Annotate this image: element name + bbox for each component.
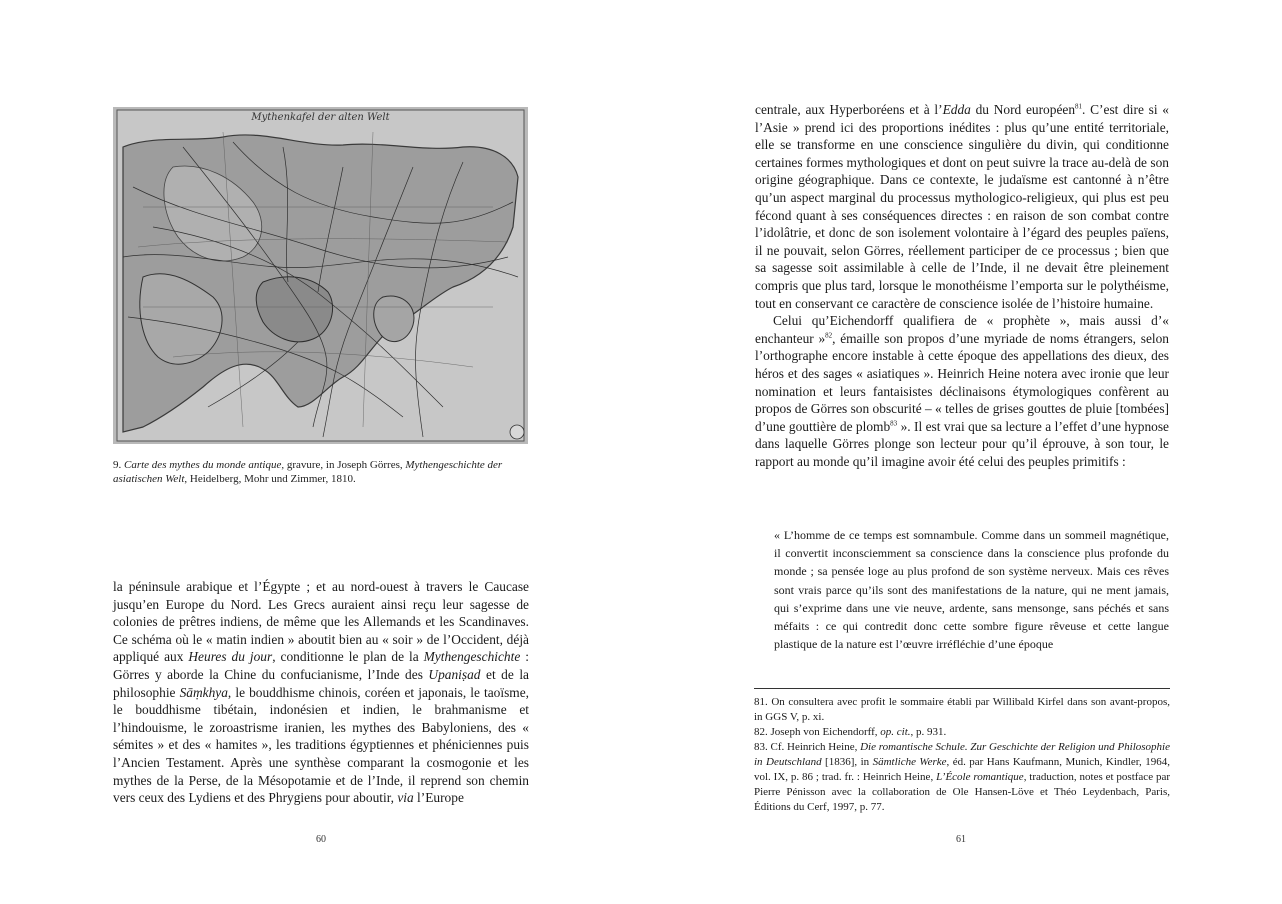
text-run: la péninsule arabique et l’Égypte ; et au nord-ouest à travers le Caucase jusqu’en Europe du Nord. Les Grecs auraient ainsi reçu leur sagesse de colonies de prêtres indiens, de même que les Allemands et les Scandinaves. Ce schéma où le « matin indien » aboutit bien au « soir » de l’Occident, déjà appliqué aux bbox=[113, 579, 529, 665]
italic-run: Edda bbox=[942, 102, 971, 117]
text-run: ». Il est vrai que sa lecture a l’effet d’une hypnose dans laquelle Görres plonge son lecteur pour qu’il éprouve, à son tour, le rapport au monde qu’il imagine avoir été celui des peuples primitifs : bbox=[755, 418, 1169, 469]
text-run: , traduction, notes et postface par Pierre Pénisson avec la collaboration de Ole Hansen-Löve et Théo Leydenbach, Paris, Éditions du Cerf, 1997, p. 77. bbox=[754, 771, 1170, 813]
text-run: 82. Joseph von Eichendorff, bbox=[754, 726, 881, 738]
text-run: du Nord européen bbox=[970, 102, 1076, 117]
italic-run: via bbox=[397, 790, 414, 806]
text-run: , p. 931. bbox=[910, 726, 947, 738]
footnote-rule bbox=[754, 688, 1170, 689]
map-title: Mythenkafel der alten Welt bbox=[251, 112, 390, 123]
italic-run: Heures du jour bbox=[188, 649, 273, 665]
page-number: 61 bbox=[956, 834, 966, 845]
caption-title: Carte des mythes du monde antique, bbox=[124, 459, 285, 471]
italic-run: op. cit. bbox=[880, 726, 911, 738]
footnote-ref-83[interactable]: 83 bbox=[890, 419, 898, 428]
paragraph-2 bbox=[755, 312, 1169, 470]
caption-publication: , Heidelberg, Mohr und Zimmer, 1810. bbox=[184, 472, 356, 485]
text-run: 83. Cf. Heinrich Heine, bbox=[754, 741, 861, 753]
engraved-map-illustration bbox=[113, 107, 528, 444]
block-quote: « L’homme de ce temps est somnambule. Comme dans un sommeil magnétique, il convertit inconsciemment sa conscience dans la conscience plus profonde du monde ; sa pensée loge au plus profond de son système nerveux. Mais ces rêves sont vrais parce qu’ils sont des manifestations de la nature, qui ne ment jamais, qui s’exprime dans une vie neuve, ardente, sans mensonge, sans péchés et sans méfaits : ce qui contredit donc cette sombre figure rêveuse et cette langue plastique de la nature est l’œuvre irréfléchie d’une époque bbox=[774, 528, 1169, 652]
text-run: . C’est dire si « l’Asie » prend ici des proportions inédites : plus qu’une entité territoriale, elle se transforme en une conscience singulière du divin, qui conditionne certaines formes mythologiques et dont on peut suivre la trace au-delà de son origine géographique. Dans ce contexte, le judaïsme est cantonné à n’être qu’un aspect marginal du processus mythologico-religieux, qui plus est peu fécond quant à ses conséquences directes : en raison de son combat contre l’idolâtrie, et donc de son isolement volontaire à l’égard des peuples païens, il ne pouvait, selon Görres, réellement participer de ce processus ; bien que sa sagesse soit assimilable à celle de l’Inde, il ne devait être pleinement compris que plus tard, lorsque le monothéisme l’emporta sur le polythéisme, tout en conservant ce caractère de conscience isolée de l’histoire humaine. bbox=[755, 102, 1170, 311]
caption-work-title: Mythengeschichte der asiatischen Welt bbox=[113, 459, 503, 485]
footnotes bbox=[754, 695, 1170, 815]
text-run: Celui qu’Eichendorff qualifiera de « prophète », mais aussi d’« enchanteur » bbox=[755, 313, 1169, 346]
text-run: , conditionne le plan de la bbox=[272, 649, 424, 665]
page-number: 60 bbox=[316, 834, 326, 845]
paragraph-1 bbox=[755, 101, 1169, 312]
footnote-83 bbox=[754, 740, 1170, 815]
left-body-text bbox=[113, 578, 529, 807]
text-run: l’Europe bbox=[413, 790, 464, 806]
right-page bbox=[641, 0, 1282, 904]
text-run: , le bouddhisme chinois, coréen et japonais, le taoïsme, le bouddhisme tibétain, indonésien et indien, le brahmanisme et l’hindouisme, le zoroastrisme iranien, les mythes des Babyloniens, des « sémites » et des « hamites », les traditions égyptiennes et phéniciennes puis l’Ancien Testament. Après une synthèse comparant la cosmogonie et les mythes de la Perse, de la Mésopotamie et de l’Inde, il reprend son chemin vers ceux des Lydiens et des Phrygiens pour aboutir, bbox=[113, 684, 530, 806]
right-body-text bbox=[755, 101, 1169, 470]
caption-number: 9. bbox=[113, 459, 122, 471]
italic-run: Sāṃkhya bbox=[179, 684, 228, 700]
figure-caption bbox=[113, 459, 531, 486]
text-run: [1836], in bbox=[821, 756, 873, 768]
italic-run: Die romantische Schule. Zur Geschichte der Religion und Philosophie in Deutschland bbox=[754, 741, 1170, 768]
italic-run: Sämtliche Werke bbox=[872, 756, 947, 768]
caption-description: gravure, in Joseph Görres, bbox=[286, 459, 403, 471]
text-run: centrale, aux Hyperboréens et à l’ bbox=[755, 102, 943, 117]
italic-run: Upaniṣad bbox=[428, 666, 481, 682]
italic-run: Mythengeschichte bbox=[423, 649, 521, 665]
text-run: et de la philosophie bbox=[113, 666, 529, 700]
map-drawing bbox=[113, 107, 528, 444]
footnote-ref-82[interactable]: 82 bbox=[825, 331, 833, 340]
text-run: , éd. par Hans Kaufmann, Munich, Kindler, 1964, vol. IX, p. 86 ; trad. fr. : Heinrich Heine, bbox=[754, 756, 1170, 783]
left-paragraph bbox=[113, 578, 529, 807]
footnote-81: 81. On consultera avec profit le sommaire établi par Willibald Kirfel dans son avant-propos, in GGS V, p. xi. bbox=[754, 696, 1170, 723]
text-run: , émaille son propos d’une myriade de noms étrangers, selon l’orthographe encore instable à cette époque des appellations des dieux, des héros et des sages « asiatiques ». Heinrich Heine notera avec ironie que leur nomination et leurs fantaisistes déclinaisons étymologiques confèrent au propos de Görres son obscurité – « telles de grises gouttes de pluie [tombées] d’une gouttière de plomb bbox=[755, 330, 1169, 434]
footnote-82 bbox=[754, 725, 1170, 740]
footnote-ref-81[interactable]: 81 bbox=[1075, 102, 1083, 111]
italic-run: L’École romantique bbox=[936, 771, 1024, 783]
text-run: : Görres y aborde la Chine du confucianisme, l’Inde des bbox=[113, 649, 529, 682]
